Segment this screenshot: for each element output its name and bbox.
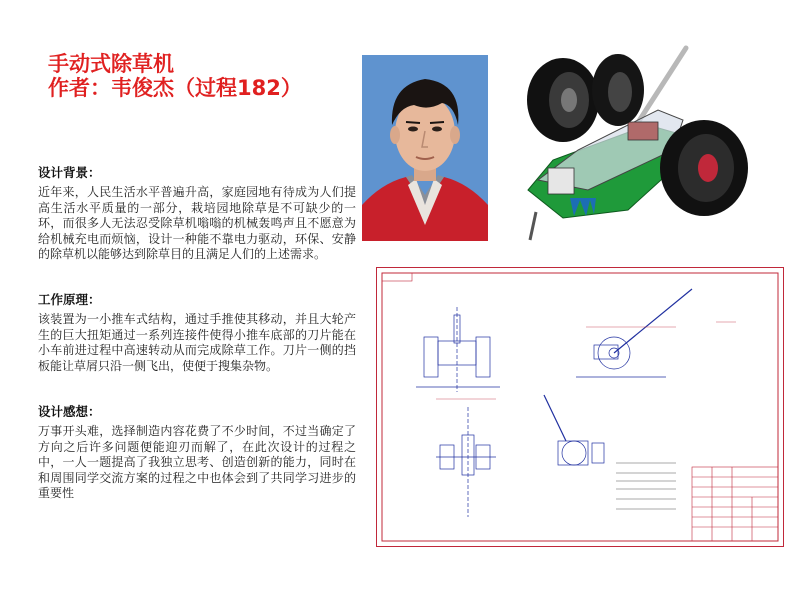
section-body-background: 近年来，人民生活水平普遍升高，家庭园地有待成为人们提高生活水平质量的一部分，栽培园地除草是不可缺少的一环，而很多人无法忍受除草机嗡嗡的机械轰鸣声且不愿意为给机械充电而烦恼，设计一种能不靠电力驱动，环保、安静的除草机以能够达到除草目的且满足人们的上述需求。 (38, 185, 356, 261)
section-heading-principle: 工作原理： (38, 292, 101, 307)
assembly-drawing (376, 267, 784, 547)
author-photo (362, 55, 488, 241)
weeder-3d-render (508, 40, 762, 250)
section-heading-reflection: 设计感想： (38, 404, 101, 419)
section-body-reflection: 万事开头难，选择制造内容花费了不少时间，不过当确定了方向之后许多问题便能迎刃而解了，在此次设计的过程之中，一人一题提高了我独立思考、创造创新的能力，同时在和周围同学交流方案的过程之中也体会到了共同学习进步的重要性 (38, 424, 356, 500)
page-title: 手动式除草机 (48, 52, 174, 76)
author-line: 作者：韦俊杰（过程182） (48, 76, 302, 100)
section-body-principle: 该装置为一小推车式结构，通过手推使其移动，并且大轮产生的巨大扭矩通过一系列连接件使得小推车底部的刀片能在小车前进过程中高速转动从而完成除草工作。刀片一侧的挡板能让草屑只沿一侧飞出，使便于搜集杂物。 (38, 312, 356, 373)
section-heading-background: 设计背景： (38, 165, 101, 180)
